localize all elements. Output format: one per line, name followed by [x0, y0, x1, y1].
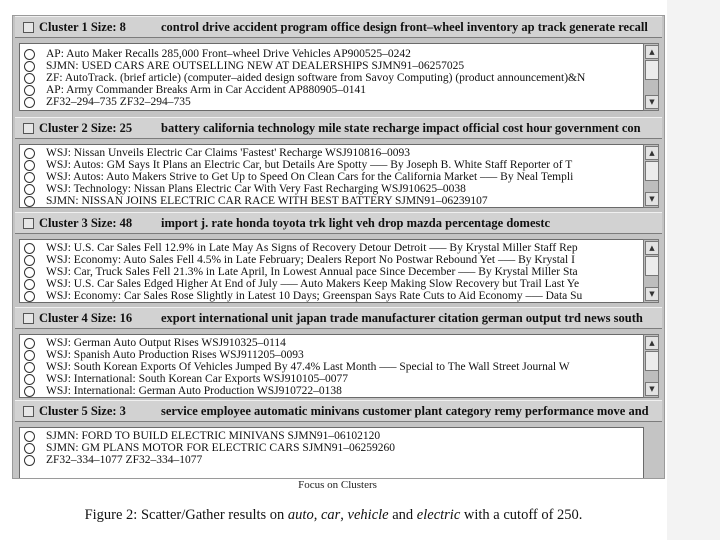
radio-button[interactable]	[24, 291, 35, 302]
cluster-select-checkbox[interactable]	[23, 123, 34, 134]
document-title: SJMN: USED CARS ARE OUTSELLING NEW AT DEALERSHIPS SJMN91–06257025	[46, 60, 465, 72]
document-title: WSJ: Autos: GM Says It Plans an Electric Car, but Details Are Spotty ––– By Joseph B. White Staff Reporter of T	[46, 159, 573, 171]
document-title: SJMN: GM PLANS MOTOR FOR ELECTRIC CARS SJMN91–06259260	[46, 442, 396, 454]
document-list[interactable]	[19, 427, 644, 479]
cluster-topical-terms: export international unit japan trade manufacturer citation german output trd news south	[161, 311, 643, 325]
document-item[interactable]	[20, 385, 643, 397]
radio-button[interactable]	[24, 160, 35, 171]
document-item[interactable]	[20, 337, 643, 349]
radio-button[interactable]	[24, 443, 35, 454]
document-title: WSJ: Economy: Auto Sales Fell 4.5% in Late February; Dealers Report No Postwar Rebound Yet ––– By Krystal I	[46, 254, 575, 266]
document-list[interactable]	[19, 144, 644, 208]
radio-button[interactable]	[24, 73, 35, 84]
document-title: WSJ: Nissan Unveils Electric Car Claims 'Fastest' Recharge WSJ910816–0093	[46, 147, 411, 159]
vertical-scrollbar[interactable]	[643, 144, 659, 208]
scroll-down-arrow-icon[interactable]: ▼	[645, 95, 659, 109]
document-item[interactable]	[20, 361, 643, 373]
scroll-up-arrow-icon[interactable]: ▲	[645, 241, 659, 255]
caption-query-word: electric	[416, 507, 461, 523]
cluster-topical-terms: battery california technology mile state recharge impact official cost hour government con	[161, 121, 641, 135]
document-item[interactable]	[20, 290, 643, 302]
document-title: WSJ: International: German Auto Production WSJ910722–0138	[46, 385, 342, 397]
radio-button[interactable]	[24, 196, 35, 207]
radio-button[interactable]	[24, 374, 35, 385]
document-item[interactable]	[20, 48, 643, 60]
caption-query-word: car	[320, 507, 341, 523]
radio-button[interactable]	[24, 431, 35, 442]
document-item[interactable]	[20, 254, 643, 266]
scrollbar-thumb[interactable]	[645, 351, 659, 371]
document-item[interactable]	[20, 195, 643, 207]
radio-button[interactable]	[24, 97, 35, 108]
document-item[interactable]	[20, 349, 643, 361]
document-item[interactable]	[20, 183, 643, 195]
document-title: ZF: AutoTrack. (brief article) (computer–aided design software from Savoy Computing) (product announcement)&N	[46, 72, 586, 84]
document-item[interactable]	[20, 373, 643, 385]
vertical-scrollbar[interactable]	[643, 239, 659, 303]
document-title: SJMN: NISSAN JOINS ELECTRIC CAR RACE WITH BEST BATTERY SJMN91–06239107	[46, 195, 488, 207]
focus-on-clusters-label: Focus on Clusters	[298, 479, 377, 490]
cluster-topical-terms: control drive accident program office design front–wheel inventory ap track generate recall	[161, 20, 648, 34]
cluster-select-checkbox[interactable]	[23, 406, 34, 417]
vertical-scrollbar[interactable]	[643, 334, 659, 398]
cluster-select-checkbox[interactable]	[23, 313, 34, 324]
cluster-panel-5	[15, 400, 662, 478]
radio-button[interactable]	[24, 184, 35, 195]
radio-button[interactable]	[24, 255, 35, 266]
cluster-select-checkbox[interactable]	[23, 22, 34, 33]
cluster-size-label: Cluster 3 Size: 48	[39, 216, 133, 230]
scatter-gather-window	[12, 15, 665, 479]
cluster-header-1[interactable]	[15, 16, 662, 38]
radio-button[interactable]	[24, 148, 35, 159]
document-item[interactable]	[20, 442, 643, 454]
document-title: AP: Auto Maker Recalls 285,000 Front–wheel Drive Vehicles AP900525–0242	[46, 48, 411, 60]
cluster-size-label: Cluster 1 Size: 8	[39, 20, 126, 34]
document-title: WSJ: Spanish Auto Production Rises WSJ911205–0093	[46, 349, 304, 361]
cluster-size-label: Cluster 4 Size: 16	[39, 311, 133, 325]
cluster-panel-1	[15, 16, 662, 114]
document-item[interactable]	[20, 430, 643, 442]
scrollbar-thumb[interactable]	[645, 161, 659, 181]
cluster-size-label: Cluster 2 Size: 25	[39, 121, 133, 135]
scroll-up-arrow-icon[interactable]: ▲	[645, 45, 659, 59]
radio-button[interactable]	[24, 61, 35, 72]
document-item[interactable]	[20, 278, 643, 290]
document-title: WSJ: U.S. Car Sales Edged Higher At End of July ––– Auto Makers Keep Making Slow Recovery but Trail Last Ye	[46, 278, 580, 290]
scrollbar-thumb[interactable]	[645, 256, 659, 276]
cluster-header-5[interactable]	[15, 400, 662, 422]
document-item[interactable]	[20, 454, 643, 466]
caption-separator: ,	[313, 507, 321, 523]
caption-suffix: with a cutoff of 250.	[460, 507, 583, 523]
radio-button[interactable]	[24, 455, 35, 466]
vertical-scrollbar[interactable]	[643, 43, 659, 111]
cluster-size-label: Cluster 5 Size: 3	[39, 404, 126, 418]
document-title: WSJ: Car, Truck Sales Fell 21.3% in Late April, In Lowest Annual pace Since December ––– By Krystal Miller Sta	[46, 266, 578, 278]
page-margin-strip	[667, 0, 720, 540]
cluster-select-checkbox[interactable]	[23, 218, 34, 229]
scroll-down-arrow-icon[interactable]: ▼	[645, 192, 659, 206]
radio-button[interactable]	[24, 85, 35, 96]
cluster-header-4[interactable]	[15, 307, 662, 329]
scroll-up-arrow-icon[interactable]: ▲	[645, 146, 659, 160]
caption-query-word: auto	[287, 507, 314, 523]
document-title: WSJ: U.S. Car Sales Fell 12.9% in Late May As Signs of Recovery Detour Detroit ––– By Krystal Miller Staff Rep	[46, 242, 578, 254]
caption-separator: and	[388, 507, 417, 523]
scroll-up-arrow-icon[interactable]: ▲	[645, 336, 659, 350]
document-title: SJMN: FORD TO BUILD ELECTRIC MINIVANS SJMN91–06102120	[46, 430, 381, 442]
document-item[interactable]	[20, 96, 643, 108]
radio-button[interactable]	[24, 350, 35, 361]
cluster-panel-4	[15, 307, 662, 399]
document-list[interactable]	[19, 239, 644, 303]
document-title: WSJ: Technology: Nissan Plans Electric Car With Very Fast Recharging WSJ910625–0038	[46, 183, 466, 195]
radio-button[interactable]	[24, 267, 35, 278]
cluster-panel-2	[15, 117, 662, 210]
figure-caption	[0, 507, 667, 524]
cluster-topical-terms: import j. rate honda toyota trk light veh drop mazda percentage domestc	[161, 216, 551, 230]
radio-button[interactable]	[24, 279, 35, 290]
caption-prefix: Figure 2: Scatter/Gather results on	[84, 507, 288, 523]
document-title: WSJ: International: South Korean Car Exports WSJ910105–0077	[46, 373, 348, 385]
radio-button[interactable]	[24, 362, 35, 373]
cluster-panel-3	[15, 212, 662, 306]
document-item[interactable]	[20, 60, 643, 72]
caption-separator: ,	[340, 507, 348, 523]
document-title: WSJ: German Auto Output Rises WSJ910325–0114	[46, 337, 286, 349]
scroll-down-arrow-icon[interactable]: ▼	[645, 287, 659, 301]
document-title: ZF32–334–1077 ZF32–334–1077	[46, 454, 203, 466]
document-list[interactable]	[19, 334, 644, 398]
document-title: ZF32–294–735 ZF32–294–735	[46, 96, 191, 108]
document-title: WSJ: Autos: Auto Makers Strive to Get Up to Speed On Clean Cars for the California Market ––– By Neal Templi	[46, 171, 574, 183]
caption-query-word: vehicle	[347, 507, 389, 523]
radio-button[interactable]	[24, 49, 35, 60]
document-item[interactable]	[20, 147, 643, 159]
radio-button[interactable]	[24, 243, 35, 254]
document-item[interactable]	[20, 266, 643, 278]
cluster-topical-terms: service employee automatic minivans customer plant category remy performance move and	[161, 404, 649, 418]
cluster-header-2[interactable]	[15, 117, 662, 139]
document-item[interactable]	[20, 72, 643, 84]
scrollbar-thumb[interactable]	[645, 60, 659, 80]
scroll-down-arrow-icon[interactable]: ▼	[645, 382, 659, 396]
document-item[interactable]	[20, 159, 643, 171]
document-title: WSJ: South Korean Exports Of Vehicles Jumped By 47.4% Last Month ––– Special to The Wall Street Journal W	[46, 361, 570, 373]
radio-button[interactable]	[24, 172, 35, 183]
document-item[interactable]	[20, 84, 643, 96]
document-item[interactable]	[20, 242, 643, 254]
radio-button[interactable]	[24, 386, 35, 397]
document-title: WSJ: Economy: Car Sales Rose Slightly in Latest 10 Days; Greenspan Says Rate Cuts to Aid Economy ––– Data Su	[46, 290, 583, 302]
document-item[interactable]	[20, 171, 643, 183]
radio-button[interactable]	[24, 338, 35, 349]
document-list[interactable]	[19, 43, 644, 111]
document-title: AP: Army Commander Breaks Arm in Car Accident AP880905–0141	[46, 84, 367, 96]
cluster-header-3[interactable]	[15, 212, 662, 234]
